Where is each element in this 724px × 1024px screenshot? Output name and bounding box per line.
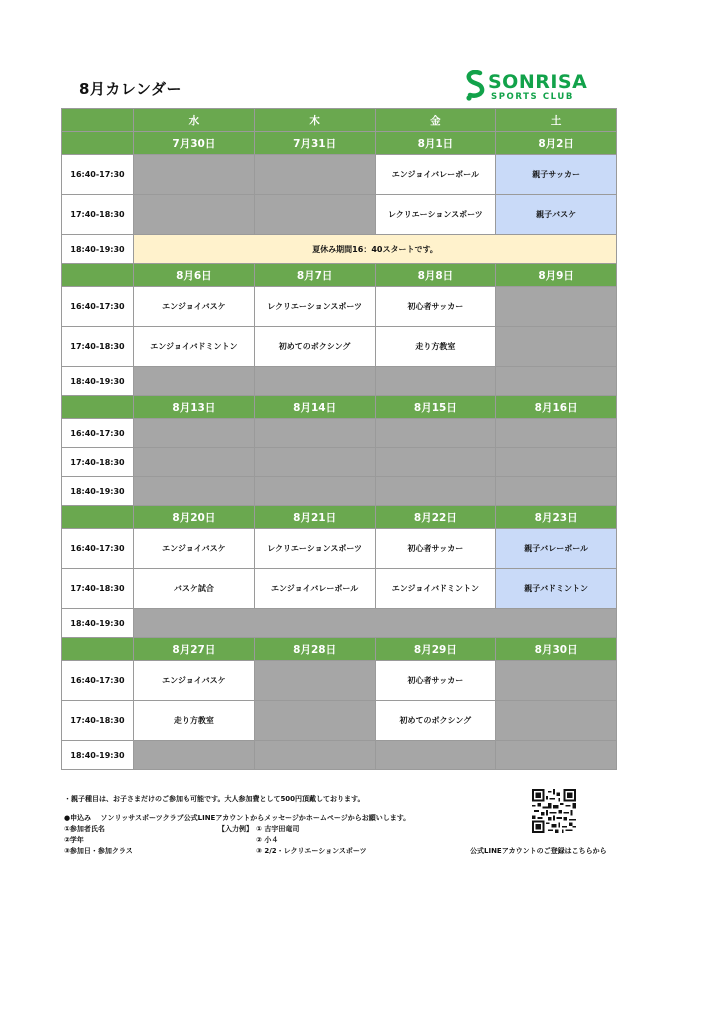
no-class-cell (254, 661, 375, 701)
note-parent-child: ・親子種目は、お子さまだけのご参加も可能です。大人参加費として500円頂戴しております。 (64, 795, 365, 803)
example-class: ③ 2/2・レクリエーションスポーツ (256, 847, 367, 855)
no-class-cell (496, 367, 617, 396)
time-slot-label: 16:40-17:30 (62, 661, 134, 701)
time-slot-label: 18:40-19:30 (62, 367, 134, 396)
time-slot-label: 18:40-19:30 (62, 235, 134, 264)
time-slot-row (62, 287, 617, 327)
no-class-cell (496, 419, 617, 448)
time-slot-row (62, 155, 617, 195)
no-class-cell (496, 448, 617, 477)
note-item-name: ①参加者氏名 (64, 825, 105, 833)
time-slot-label: 17:40-18:30 (62, 569, 134, 609)
no-class-cell (254, 741, 375, 770)
time-slot-row (62, 419, 617, 448)
date-header-row (62, 264, 617, 287)
no-class-cell (134, 367, 255, 396)
time-slot-label: 18:40-19:30 (62, 477, 134, 506)
class-cell: バスケ試合 (134, 569, 255, 609)
no-class-cell (254, 195, 375, 235)
date-header: 8月14日 (254, 396, 375, 419)
date-header-corner (62, 132, 134, 155)
no-class-cell (496, 477, 617, 506)
date-header: 8月7日 (254, 264, 375, 287)
time-slot-label: 17:40-18:30 (62, 701, 134, 741)
time-slot-label: 16:40-17:30 (62, 287, 134, 327)
no-class-cell (496, 701, 617, 741)
class-cell: 初心者サッカー (375, 529, 496, 569)
qr-caption: 公式LINEアカウントのご登録はこちらから (470, 847, 607, 855)
time-slot-label: 18:40-19:30 (62, 741, 134, 770)
time-slot-row (62, 477, 617, 506)
time-slot-row (62, 529, 617, 569)
no-class-cell (254, 477, 375, 506)
no-class-cell (134, 195, 255, 235)
no-class-cell (496, 327, 617, 367)
time-slot-row (62, 367, 617, 396)
time-slot-row (62, 327, 617, 367)
no-class-cell (254, 419, 375, 448)
no-class-cell (496, 287, 617, 327)
date-header: 8月1日 (375, 132, 496, 155)
date-header: 8月6日 (134, 264, 255, 287)
time-slot-row (62, 448, 617, 477)
time-slot-row (62, 195, 617, 235)
date-header: 8月13日 (134, 396, 255, 419)
date-header: 8月28日 (254, 638, 375, 661)
weekday-header: 木 (254, 109, 375, 132)
page-title: 8月カレンダー (79, 80, 182, 98)
weekday-header: 土 (496, 109, 617, 132)
line-qr-code-icon[interactable] (532, 789, 576, 833)
logo-text: SONRISA (488, 71, 588, 93)
no-class-cell (375, 367, 496, 396)
logo-subtext: SPORTS CLUB (491, 92, 574, 102)
time-slot-row (62, 569, 617, 609)
no-class-cell (134, 609, 617, 638)
no-class-cell (375, 419, 496, 448)
header-corner (62, 109, 134, 132)
example-name: ① 古宇田竜司 (256, 825, 300, 833)
class-cell: 走り方教室 (375, 327, 496, 367)
date-header: 8月15日 (375, 396, 496, 419)
class-cell: エンジョイバレーボール (375, 155, 496, 195)
date-header: 8月22日 (375, 506, 496, 529)
date-header: 8月2日 (496, 132, 617, 155)
date-header: 8月23日 (496, 506, 617, 529)
example-grade: ② 小４ (256, 836, 279, 844)
no-class-cell (254, 155, 375, 195)
time-slot-label: 18:40-19:30 (62, 609, 134, 638)
class-cell: エンジョイバスケ (134, 287, 255, 327)
class-cell: 初心者サッカー (375, 287, 496, 327)
class-cell: エンジョイバスケ (134, 661, 255, 701)
no-class-cell (134, 419, 255, 448)
class-cell: 初めてのボクシング (254, 327, 375, 367)
date-header-corner (62, 396, 134, 419)
time-slot-label: 16:40-17:30 (62, 529, 134, 569)
date-header: 7月31日 (254, 132, 375, 155)
date-header: 8月27日 (134, 638, 255, 661)
time-slot-row (62, 661, 617, 701)
no-class-cell (375, 448, 496, 477)
time-slot-label: 16:40-17:30 (62, 155, 134, 195)
date-header-row (62, 132, 617, 155)
date-header: 8月21日 (254, 506, 375, 529)
date-header-corner (62, 506, 134, 529)
no-class-cell (375, 477, 496, 506)
date-header-row (62, 506, 617, 529)
class-cell: 親子サッカー (496, 155, 617, 195)
date-header-corner (62, 264, 134, 287)
date-header: 7月30日 (134, 132, 255, 155)
class-cell: レクリエーションスポーツ (254, 529, 375, 569)
time-slot-row (62, 235, 617, 264)
no-class-cell (134, 741, 255, 770)
note-item-grade: ②学年 (64, 836, 84, 844)
time-slot-label: 17:40-18:30 (62, 195, 134, 235)
date-header-row (62, 638, 617, 661)
date-header: 8月30日 (496, 638, 617, 661)
no-class-cell (254, 367, 375, 396)
no-class-cell (254, 448, 375, 477)
class-cell: エンジョイバドミントン (134, 327, 255, 367)
weekday-header: 水 (134, 109, 255, 132)
date-header: 8月16日 (496, 396, 617, 419)
time-slot-row (62, 741, 617, 770)
time-slot-row (62, 609, 617, 638)
no-class-cell (134, 477, 255, 506)
class-cell: 初めてのボクシング (375, 701, 496, 741)
example-label: 【入力例】 (218, 825, 253, 833)
schedule-calendar (61, 108, 617, 770)
schedule-notice: 夏休み期間16：40スタートです。 (134, 235, 617, 264)
no-class-cell (134, 155, 255, 195)
date-header: 8月29日 (375, 638, 496, 661)
time-slot-row (62, 701, 617, 741)
logo-mark-icon (464, 70, 486, 102)
note-application: ●申込み ソンリッサスポーツクラブ公式LINEアカウントからメッセージかホームページからお願いします。 (64, 814, 411, 822)
class-cell: エンジョイバレーボール (254, 569, 375, 609)
no-class-cell (254, 701, 375, 741)
date-header: 8月8日 (375, 264, 496, 287)
no-class-cell (496, 661, 617, 701)
time-slot-label: 17:40-18:30 (62, 448, 134, 477)
class-cell: レクリエーションスポーツ (375, 195, 496, 235)
time-slot-label: 16:40-17:30 (62, 419, 134, 448)
no-class-cell (134, 448, 255, 477)
sonrisa-logo (464, 70, 614, 104)
date-header: 8月20日 (134, 506, 255, 529)
time-slot-label: 17:40-18:30 (62, 327, 134, 367)
date-header-row (62, 396, 617, 419)
class-cell: 走り方教室 (134, 701, 255, 741)
date-header-corner (62, 638, 134, 661)
class-cell: 親子バレーボール (496, 529, 617, 569)
weekday-header: 金 (375, 109, 496, 132)
class-cell: エンジョイバドミントン (375, 569, 496, 609)
class-cell: 親子バドミントン (496, 569, 617, 609)
class-cell: レクリエーションスポーツ (254, 287, 375, 327)
weekday-header-row (62, 109, 617, 132)
no-class-cell (375, 741, 496, 770)
date-header: 8月9日 (496, 264, 617, 287)
class-cell: 初心者サッカー (375, 661, 496, 701)
class-cell: エンジョイバスケ (134, 529, 255, 569)
class-cell: 親子バスケ (496, 195, 617, 235)
no-class-cell (496, 741, 617, 770)
note-item-class: ③参加日・参加クラス (64, 847, 133, 855)
